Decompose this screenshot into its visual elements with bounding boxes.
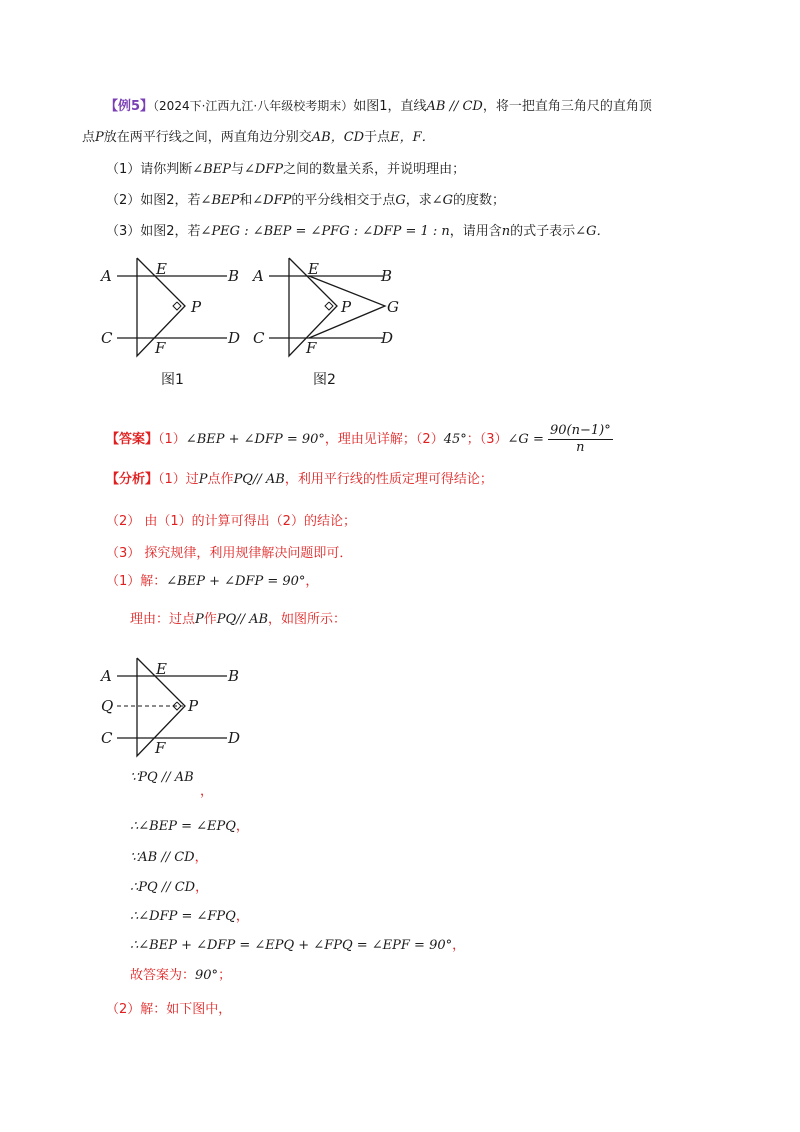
math-e-f: E，F． [390, 130, 435, 145]
final-answer: 故答案为：90°； [130, 968, 232, 983]
analysis-line3: （3） 探究规律，利用规律解决问题即可． [106, 546, 353, 561]
figure-3 [95, 650, 245, 760]
figure-2 [269, 258, 385, 356]
figure-3-labels [99, 660, 240, 757]
svg-text:G: G [387, 298, 399, 316]
svg-text:A: A [101, 267, 112, 285]
question-3: （3）如图2，若∠PEG : ∠BEP = ∠PFG : ∠DFP = 1 : n，请用含n的式子表示∠G． [106, 224, 610, 239]
svg-text:B: B [228, 267, 240, 285]
step-6: ∴∠BEP + ∠DFP = ∠EPQ + ∠FPQ = ∠EPF = 90°， [130, 938, 466, 953]
svg-text:E: E [156, 660, 167, 678]
svg-text:D: D [381, 329, 394, 347]
figure-2-labels [251, 260, 399, 388]
figures-1-2 [95, 250, 425, 395]
source-text: （2024下·江西九江·八年级校考期末） [153, 99, 354, 113]
stem-text: ，将一把直角三角尺的直角顶 [482, 99, 652, 114]
svg-text:E: E [156, 260, 167, 278]
figure-1-labels [99, 260, 240, 388]
svg-text:D: D [228, 729, 241, 747]
step-4: ∴PQ // CD， [130, 880, 209, 895]
stem-text: 如图1，直线 [353, 99, 427, 114]
svg-text:C: C [101, 329, 113, 347]
svg-text:E: E [308, 260, 319, 278]
answer-fraction: $\frac{90(n-1)^\circ}{n}$ [549, 423, 611, 455]
fig1-caption: 图1 [161, 372, 184, 388]
solution-2: （2）解：如下图中， [106, 1002, 232, 1017]
svg-text:F: F [155, 339, 166, 357]
svg-text:C: C [253, 329, 265, 347]
math-ab-cd: AB，CD [311, 130, 365, 145]
svg-text:F: F [306, 339, 317, 357]
step-5: ∴∠DFP = ∠FPQ， [130, 909, 249, 924]
problem-stem-line1 [105, 96, 652, 117]
solution-1: （1）解：∠BEP + ∠DFP = 90°， [106, 574, 319, 589]
question-2: （2）如图2，若∠BEP和∠DFP的平分线相交于点G，求∠G的度数； [106, 193, 506, 208]
step-3: ∵AB // CD， [130, 850, 208, 865]
figure-1 [117, 258, 227, 356]
svg-text:D: D [228, 329, 241, 347]
svg-text:A: A [253, 267, 264, 285]
svg-text:F: F [155, 739, 166, 757]
stem-text: 放在两平行线之间，两直角边分别交 [103, 130, 312, 145]
question-1: （1）请你判断∠BEP与∠DFP之间的数量关系，并说明理由； [106, 162, 466, 177]
svg-text:P: P [188, 697, 199, 715]
svg-text:C: C [101, 729, 113, 747]
analysis-line1: 【分析】（1）过P点作PQ// AB，利用平行线的性质定理可得结论； [106, 472, 493, 487]
svg-text:P: P [341, 298, 352, 316]
answer-line: 【答案】（1）∠BEP + ∠DFP = 90°，理由见详解；（2）45°；（3）∠G = $\frac{90(n-1)^\circ}{n}$ [106, 423, 611, 455]
step-1-comma: ， [200, 784, 214, 799]
solution-reason: 理由：过点P作PQ// AB，如图所示： [130, 612, 347, 627]
answer-tag: 【答案】 [106, 432, 159, 447]
example-tag: 【例5】 [105, 99, 154, 114]
svg-text:B: B [228, 667, 240, 685]
step-2: ∴∠BEP = ∠EPQ， [130, 819, 249, 834]
math-ab-cd: AB // CD [426, 99, 483, 114]
math-p: P [95, 130, 104, 145]
svg-text:B: B [381, 267, 393, 285]
problem-stem-line2 [82, 128, 435, 148]
svg-text:A: A [101, 667, 112, 685]
analysis-tag: 【分析】 [106, 472, 159, 487]
svg-text:P: P [191, 298, 202, 316]
step-1: ∵PQ // AB [130, 770, 194, 785]
stem-text: 于点 [364, 130, 391, 145]
analysis-line2: （2） 由（1）的计算可得出（2）的结论； [106, 514, 356, 529]
svg-text:Q: Q [101, 697, 114, 715]
stem-text: 点 [82, 130, 96, 145]
fig2-caption: 图2 [313, 372, 336, 388]
